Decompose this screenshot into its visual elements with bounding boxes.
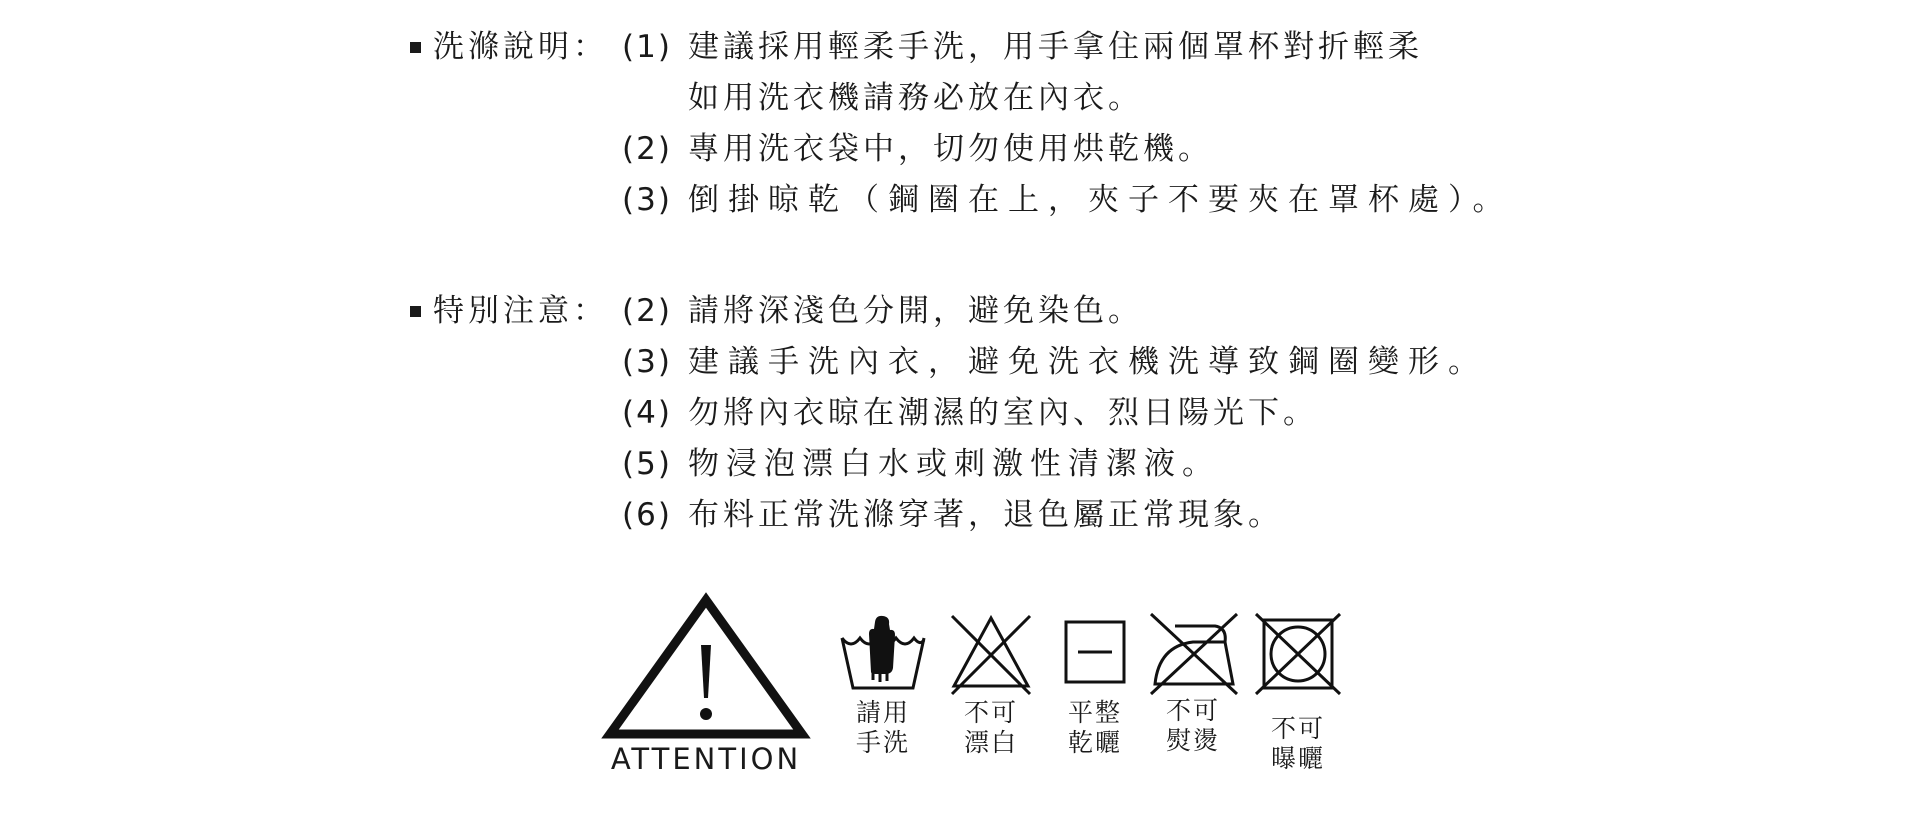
no-iron-icon [1145,612,1241,696]
item-text: 勿將內衣晾在潮濕的室內、烈日陽光下。 [688,395,1318,431]
item-text: 建議採用輕柔手洗，用手拿住兩個罩杯對折輕柔 [688,29,1423,65]
label-line: 手洗 [855,728,910,757]
label-line: 不可 [1165,696,1220,725]
label-line: 曝曬 [1270,744,1325,773]
no-bleach-icon [946,612,1036,696]
label-line: 不可 [1270,714,1325,743]
item-number: (5) [622,446,672,482]
dry-flat-block [1050,612,1140,757]
care-symbols-row [600,590,1360,790]
dry-flat-icon [1050,612,1140,692]
no-bleach-label [946,698,1036,758]
item-text: 專用洗衣袋中，切勿使用烘乾機。 [688,131,1213,167]
item-number: (1) [622,29,672,65]
label-line: 不可 [963,698,1018,727]
notice-heading: 特別注意： [433,293,608,329]
warning-triangle-icon [600,590,812,740]
no-tumble-dry-icon [1252,612,1344,696]
item-text: 請將深淺色分開，避免染色。 [688,293,1143,329]
no-tumble-dry-block [1252,612,1344,772]
item-text: 如用洗衣機請務必放在內衣。 [688,80,1143,116]
hand-wash-icon [838,612,928,692]
item-text: 倒掛晾乾（鋼圈在上，夾子不要夾在罩杯處）。 [688,182,1513,218]
label-line: 平整 [1067,698,1122,727]
no-iron-label [1145,696,1241,756]
label-line: 乾曬 [1067,728,1122,757]
no-iron-block [1145,612,1241,755]
hand-wash-label [838,698,928,758]
attention-label: ATTENTION [610,742,802,776]
item-number: (2) [622,131,672,167]
item-number: (2) [622,293,672,329]
item-number: (6) [622,497,672,533]
item-number: (3) [622,344,672,380]
attention-block [600,590,812,790]
label-line: 漂白 [963,728,1018,757]
bullet-square [410,306,421,317]
item-number: (4) [622,395,672,431]
label-line: 請用 [855,698,910,727]
bullet-square [410,42,421,53]
no-bleach-block [946,612,1036,757]
item-number: (3) [622,182,672,218]
hand-wash-block [838,612,928,757]
item-text: 建議手洗內衣，避免洗衣機洗導致鋼圈變形。 [688,344,1488,380]
item-text: 布料正常洗滌穿著，退色屬正常現象。 [688,497,1283,533]
no-tumble-dry-label [1252,714,1344,774]
washing-heading: 洗滌說明： [433,29,608,65]
item-text: 物浸泡漂白水或刺激性清潔液。 [688,446,1220,482]
dry-flat-label [1050,698,1140,758]
label-line: 熨燙 [1165,726,1220,755]
